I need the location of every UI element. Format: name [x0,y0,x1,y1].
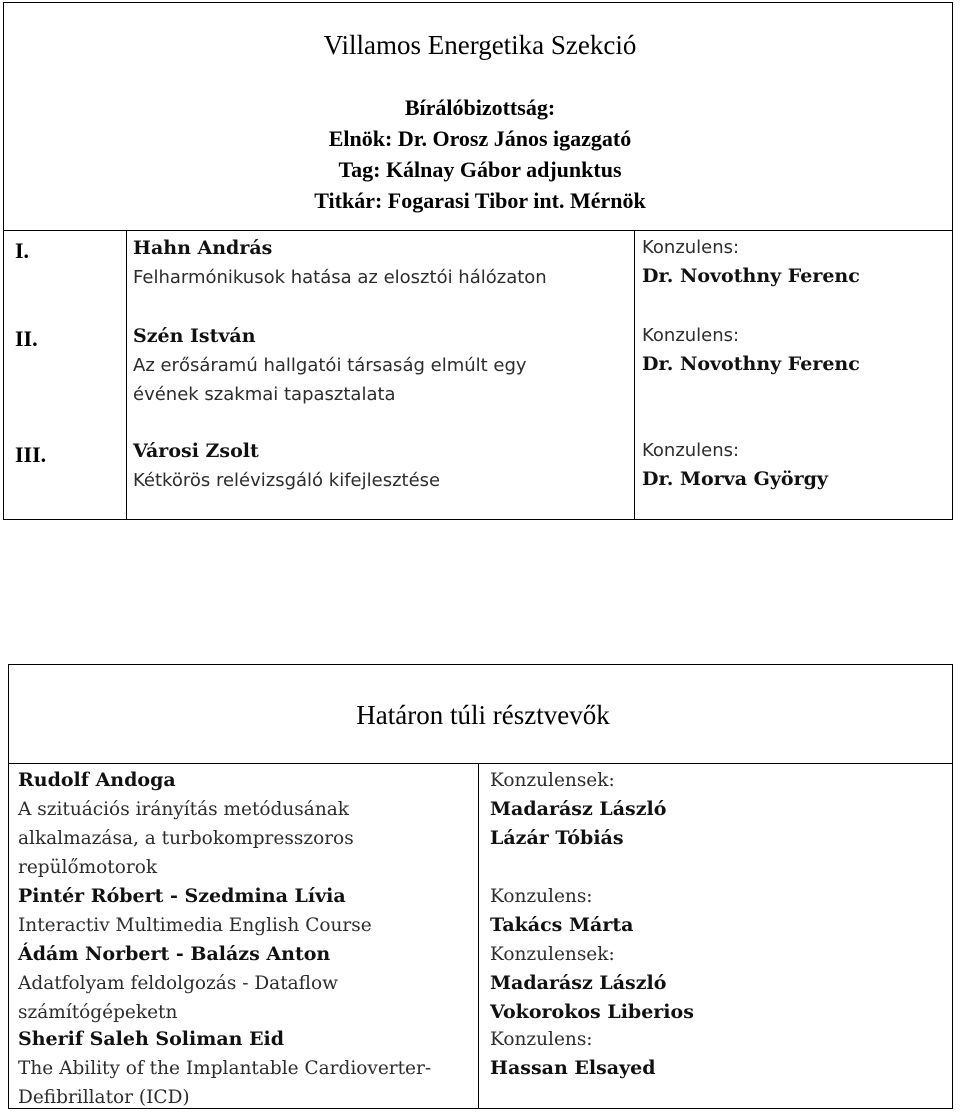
entry-topic: évének szakmai tapasztalata [133,384,396,405]
participant-name: Rudolf Andoga [18,769,176,791]
consultant-label: Konzulens: [490,886,593,907]
committee-chair: Elnök: Dr. Orosz János igazgató [328,126,632,151]
participant-topic: Interactiv Multimedia English Course [18,915,372,936]
participant-item [18,766,473,882]
entry-item [133,234,603,292]
table-top-rule [3,230,953,231]
participant-consultants [490,766,666,853]
consultant-name: Dr. Morva György [642,468,828,490]
entry-numeral: I. [15,238,30,263]
entry-item [133,437,603,495]
participant-item [18,1025,473,1112]
committee-block [0,92,960,216]
participant-topic: A szituációs irányítás metódusának [18,799,349,820]
participant-topic: repülőmotorok [18,857,158,878]
entry-numeral: II. [15,326,38,351]
consultant-name: Madarász László [490,798,667,820]
consultant-name: Takács Márta [490,914,634,936]
section-title: Villamos Energetika Szekció [323,30,637,60]
entry-author: Városi Zsolt [133,440,259,462]
entry-topic: Felharmónikusok hatása az elosztói hálózaton [133,267,547,288]
column-divider [478,763,479,1109]
consultant-name: Dr. Novothny Ferenc [642,265,860,287]
column-divider [634,230,635,520]
entry-topic: Kétkörös relévizsgáló kifejlesztése [133,470,441,491]
committee-member: Tag: Kálnay Gábor adjunktus [338,157,622,182]
entry-topic: Az erősáramú hallgatói társaság elmúlt egy [133,355,527,376]
participant-topic: Adatfolyam feldolgozás - Dataflow [18,973,338,994]
table-top-rule [8,763,953,764]
consultant-name: Dr. Novothny Ferenc [642,353,860,375]
participant-consultants [490,940,694,1027]
consultant-name: Hassan Elsayed [490,1057,656,1079]
consultant-label: Konzulens: [490,1029,593,1050]
section-title: Határon túli résztvevők [356,700,610,730]
entry-numeral: III. [15,442,47,467]
participant-name: Ádám Norbert - Balázs Anton [18,943,331,965]
participant-item [18,882,473,940]
consultant-label: Konzulensek: [490,944,615,965]
consultant-name: Vokorokos Liberios [490,1001,694,1023]
participant-consultants [490,882,633,940]
participant-name: Sherif Saleh Soliman Eid [18,1028,285,1050]
entry-consultant [642,322,860,378]
participant-topic: Defibrillator (ICD) [18,1087,190,1108]
committee-secretary: Titkár: Fogarasi Tibor int. Mérnök [314,188,646,213]
entry-author: Szén István [133,325,256,347]
column-divider [126,230,127,520]
committee-heading: Bírálóbizottság: [404,95,556,120]
consultant-label: Konzulensek: [490,770,615,791]
participant-topic: The Ability of the Implantable Cardioverter- [18,1058,432,1079]
participant-name: Pintér Róbert - Szedmina Lívia [18,885,346,907]
consultant-label: Konzulens: [642,440,740,461]
consultant-name: Madarász László [490,972,667,994]
participant-consultants [490,1025,656,1083]
consultant-name: Lázár Tóbiás [490,827,624,849]
consultant-label: Konzulens: [642,325,740,346]
participant-topic: alkalmazása, a turbokompresszoros [18,828,354,849]
consultant-label: Konzulens: [642,237,740,258]
entry-consultant [642,437,828,493]
participant-item [18,940,473,1027]
participant-topic: számítógépeketn [18,1002,178,1023]
entry-author: Hahn András [133,237,273,259]
entry-consultant [642,234,860,290]
entry-item [133,322,603,409]
